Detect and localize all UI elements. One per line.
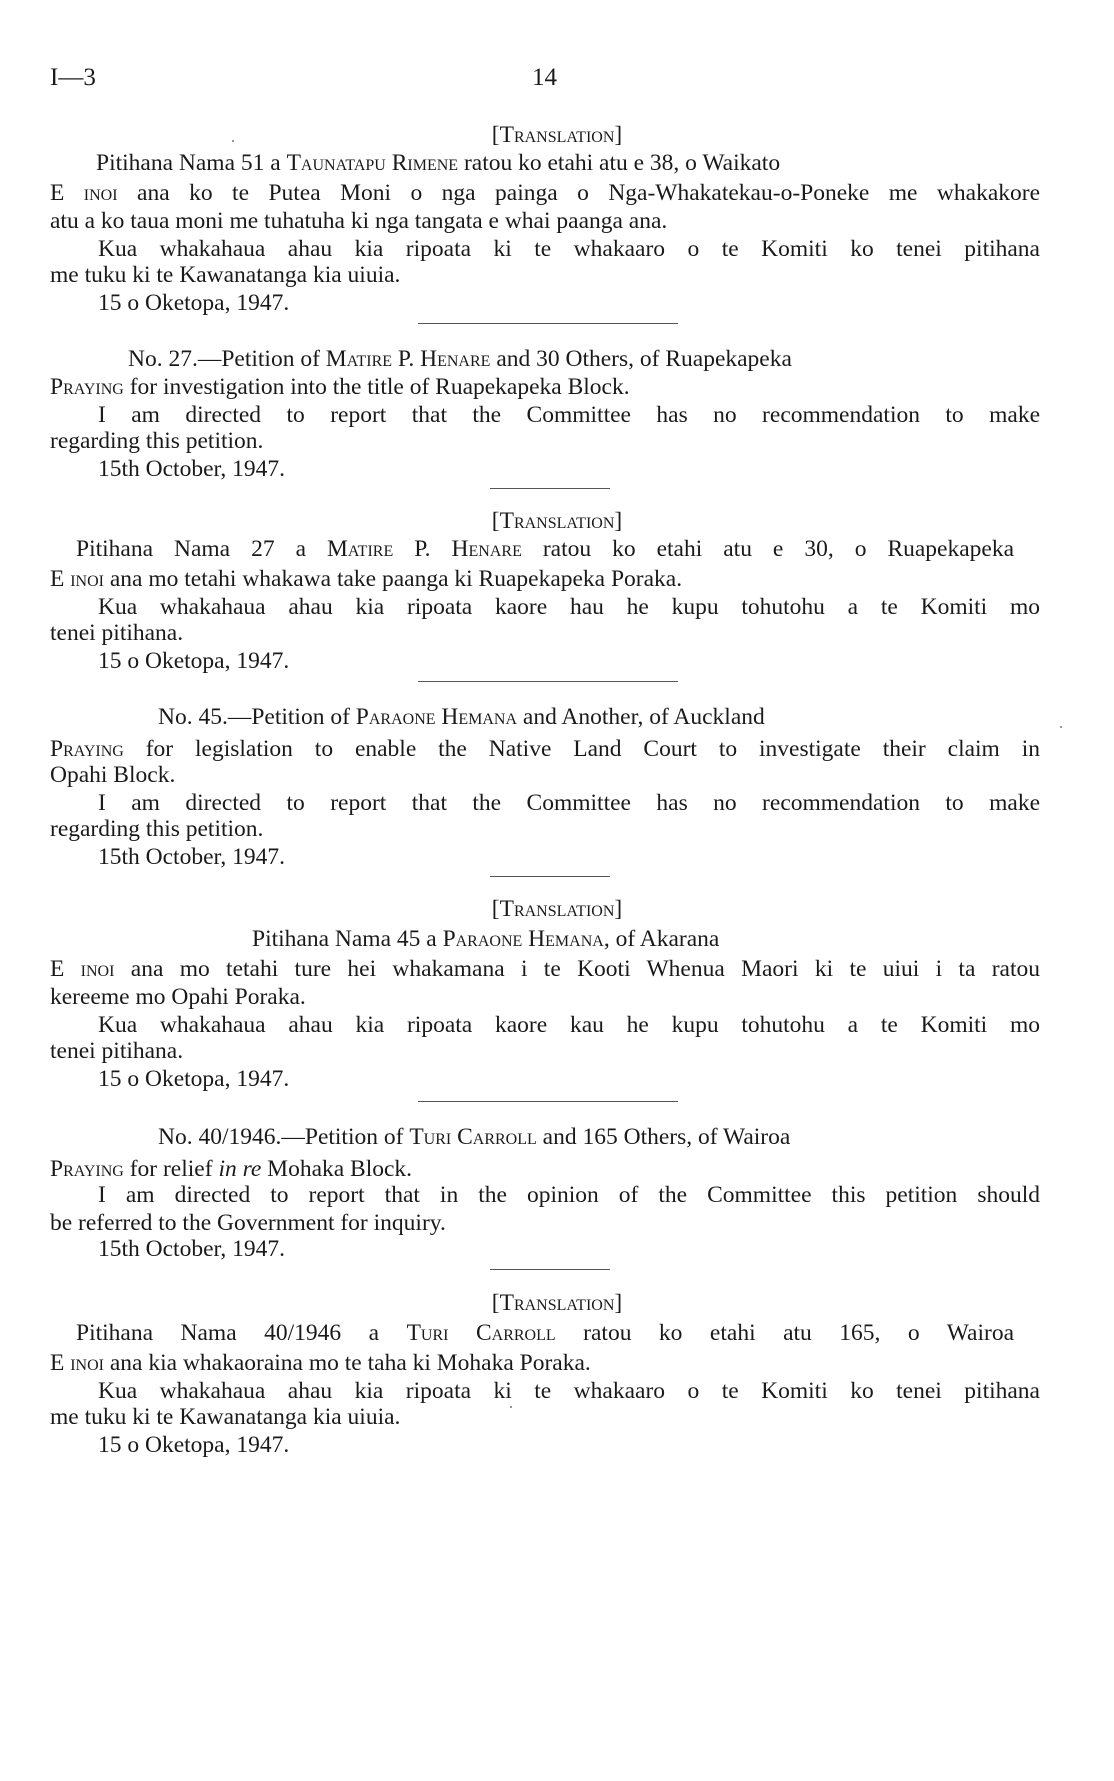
date-line: 15 o Oketopa, 1947.: [98, 648, 290, 674]
lead-word: E inoi: [50, 180, 118, 206]
document-reference: I—3: [50, 64, 96, 91]
title-text: Pitihana Nama 51 a: [96, 150, 281, 176]
title-text: ratou ko etahi atu e 38, o Waikato: [463, 150, 781, 176]
scan-speck: [1060, 726, 1062, 728]
date-line: 15th October, 1947.: [98, 1236, 286, 1262]
date-line: 15th October, 1947.: [98, 844, 286, 870]
body-line: atu a ko taua moni me tuhatuha ki nga tangata e whai paanga ana.: [50, 208, 668, 234]
petition-title: [76, 1320, 1014, 1347]
body-line: kereeme mo Opahi Poraka.: [50, 984, 306, 1010]
title-text: Pitihana Nama 40/1946 a: [76, 1320, 380, 1346]
line-text: for relief: [129, 1156, 213, 1182]
lead-word: Praying: [50, 374, 124, 400]
body-line: [50, 736, 1040, 763]
scan-speck: [232, 140, 234, 142]
petition-title: [252, 926, 719, 953]
title-text: No. 40/1946.—Petition of: [158, 1124, 404, 1150]
petitioner-name: Paraone Hemana: [355, 704, 518, 730]
line-text: ana mo tetahi ture hei whakamana i te Kooti Whenua Maori ki te uiui i ta ratou: [130, 956, 1040, 982]
body-line: I am directed to report that the Committee has no recommendation to make: [98, 790, 1040, 816]
line-text: ana kia whakaoraina mo te taha ki Mohaka Poraka.: [109, 1350, 591, 1376]
section-divider: [418, 1101, 678, 1102]
body-line: [50, 1156, 412, 1183]
body-line: regarding this petition.: [50, 816, 264, 842]
translation-heading: [Translation]: [491, 896, 623, 922]
title-text: Pitihana Nama 45 a: [252, 926, 437, 952]
lead-word: E inoi: [50, 1350, 104, 1376]
title-text: P.: [397, 346, 415, 372]
line-text: ana ko te Putea Moni o nga painga o Nga-Whakatekau-o-Poneke me whakakore: [137, 180, 1041, 206]
petition-title: [96, 150, 780, 177]
lead-word: E inoi: [50, 566, 104, 592]
translation-heading: [Translation]: [491, 122, 623, 148]
title-text: and 30 Others, of Ruapekapeka: [496, 346, 792, 372]
lead-word: Praying: [50, 736, 124, 762]
title-text: , of Akarana: [603, 926, 720, 952]
body-line: tenei pitihana.: [50, 620, 184, 646]
page-number: 14: [532, 64, 557, 91]
body-line: Opahi Block.: [50, 762, 176, 788]
petitioner-name: Henare: [420, 346, 491, 372]
title-text: Pitihana Nama 27 a: [76, 536, 307, 562]
line-text: for legislation to enable the Native Land Court to investigate their claim in: [145, 736, 1040, 762]
title-text: P.: [414, 536, 431, 562]
scan-speck: [510, 1406, 512, 1408]
italic-term: in re: [218, 1156, 262, 1182]
body-line: [50, 180, 1040, 207]
translation-heading: [Translation]: [491, 1290, 623, 1316]
translation-heading: [Translation]: [491, 508, 623, 534]
petitioner-name: Turi Carroll: [409, 1124, 537, 1150]
title-text: No. 27.—Petition of: [128, 346, 320, 372]
body-line: I am directed to report that the Committee has no recommendation to make: [98, 402, 1040, 428]
section-divider: [418, 681, 678, 682]
body-line: Kua whakahaua ahau kia ripoata ki te whakaaro o te Komiti ko tenei pitihana: [98, 1378, 1040, 1404]
title-text: ratou ko etahi atu e 30, o Ruapekapeka: [542, 536, 1015, 562]
title-text: and Another, of Auckland: [522, 704, 765, 730]
body-line: me tuku ki te Kawanatanga kia uiuia.: [50, 1404, 401, 1430]
date-line: 15th October, 1947.: [98, 456, 286, 482]
petitioner-name: Matire: [325, 346, 393, 372]
body-line: [50, 956, 1040, 983]
body-line: tenei pitihana.: [50, 1038, 184, 1064]
title-text: ratou ko etahi atu 165, o Wairoa: [583, 1320, 1014, 1346]
body-line: [50, 566, 682, 593]
lead-word: Praying: [50, 1156, 124, 1182]
line-text: ana mo tetahi whakawa take paanga ki Ruapekapeka Poraka.: [109, 566, 683, 592]
petitioner-name: Paraone Hemana: [442, 926, 604, 952]
title-text: No. 45.—Petition of: [158, 704, 350, 730]
body-line: regarding this petition.: [50, 428, 264, 454]
lead-word: E inoi: [50, 956, 115, 982]
body-line: [50, 374, 630, 401]
body-line: I am directed to report that in the opinion of the Committee this petition should: [98, 1182, 1040, 1208]
body-line: me tuku ki te Kawanatanga kia uiuia.: [50, 262, 401, 288]
petition-title: [128, 346, 792, 373]
body-line: Kua whakahaua ahau kia ripoata kaore hau he kupu tohutohu a te Komiti mo: [98, 594, 1040, 620]
section-divider: [490, 1269, 610, 1270]
petitioner-name: Matire: [327, 536, 394, 562]
section-divider: [418, 323, 678, 324]
date-line: 15 o Oketopa, 1947.: [98, 1432, 290, 1458]
body-line: be referred to the Government for inquiry.: [50, 1210, 446, 1236]
date-line: 15 o Oketopa, 1947.: [98, 1066, 290, 1092]
section-divider: [490, 876, 610, 877]
date-line: 15 o Oketopa, 1947.: [98, 290, 290, 316]
petitioner-name: Henare: [451, 536, 522, 562]
petitioner-name: Taunatapu Rimene: [286, 150, 459, 176]
title-text: and 165 Others, of Wairoa: [542, 1124, 791, 1150]
petition-title: [76, 536, 1014, 563]
line-text: Mohaka Block.: [267, 1156, 413, 1182]
body-line: Kua whakahaua ahau kia ripoata ki te whakaaro o te Komiti ko tenei pitihana: [98, 236, 1040, 262]
petitioner-name: Turi Carroll: [406, 1320, 556, 1346]
section-divider: [490, 488, 610, 489]
petition-title: [158, 704, 765, 731]
body-line: Kua whakahaua ahau kia ripoata kaore kau he kupu tohutohu a te Komiti mo: [98, 1012, 1040, 1038]
body-line: [50, 1350, 591, 1377]
petition-title: [158, 1124, 790, 1151]
line-text: for investigation into the title of Ruapekapeka Block.: [129, 374, 630, 400]
